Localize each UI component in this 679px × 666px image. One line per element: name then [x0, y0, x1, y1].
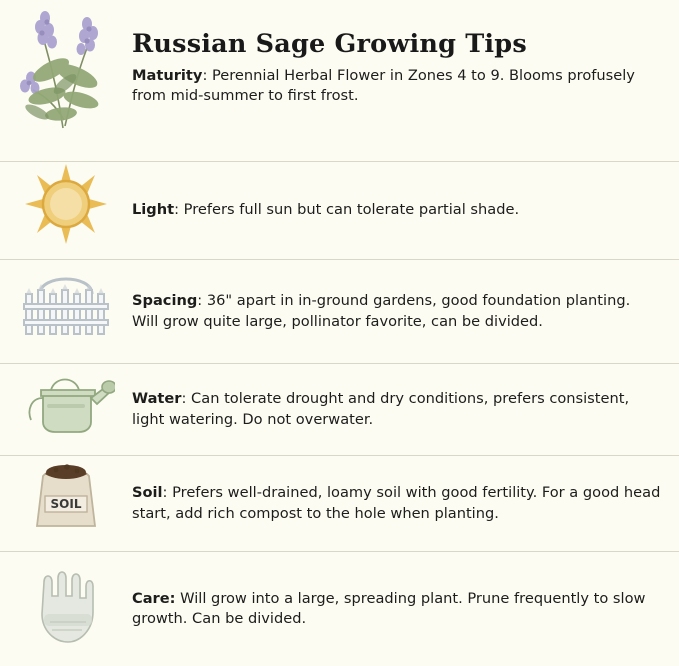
table-row	[0, 364, 679, 456]
maturity-body: Perennial Herbal Flower in Zones 4 to 9. Blooms profusely from mid-summer to first frost.	[132, 67, 635, 105]
spacing-paragraph	[132, 291, 661, 331]
maturity-separator: :	[202, 67, 208, 85]
watering-can-icon	[17, 364, 115, 442]
gardening-gloves-icon	[18, 552, 114, 652]
care-paragraph	[132, 589, 661, 629]
soil-body: Prefers well-drained, loamy soil with good fertility. For a good head start, add rich compost to the hole when planting.	[132, 484, 661, 522]
light-text-cell	[132, 162, 679, 259]
watering-can-icon-cell	[0, 364, 132, 442]
water-paragraph	[132, 389, 661, 429]
soil-bag-text: SOIL	[50, 497, 82, 511]
gardening-gloves-icon-cell	[0, 552, 132, 652]
water-body: Can tolerate drought and dry conditions, prefers consistent, light watering. Do not overwater.	[132, 390, 630, 428]
light-body: Prefers full sun but can tolerate partial shade.	[179, 201, 520, 219]
light-separator: :	[174, 201, 180, 219]
soil-separator: :	[162, 484, 168, 502]
maturity-label: Maturity	[132, 67, 203, 85]
lavender-sprig-icon-cell	[0, 0, 132, 144]
soil-text-cell	[132, 456, 679, 551]
water-text-cell	[132, 364, 679, 455]
light-label: Light	[132, 201, 175, 219]
water-label: Water	[132, 390, 182, 408]
soil-bag-icon-cell	[0, 456, 132, 538]
table-row	[0, 162, 679, 260]
care-text-cell	[132, 552, 679, 666]
care-body: Will grow into a large, spreading plant. Prune frequently to slow growth. Can be divided.	[132, 589, 646, 627]
garden-gate-fence-icon-cell	[0, 260, 132, 346]
care-label: Care:	[132, 589, 176, 607]
spacing-label: Spacing	[132, 292, 198, 310]
soil-paragraph	[132, 483, 661, 523]
table-row	[0, 456, 679, 552]
garden-gate-fence-icon	[20, 260, 112, 346]
maturity-paragraph	[132, 66, 661, 106]
spacing-body: 36" apart in in-ground gardens, good foundation planting. Will grow quite large, pollinator favorite, can be divided.	[132, 292, 631, 330]
table-row	[0, 260, 679, 364]
sun-icon-cell	[0, 162, 132, 250]
water-separator: :	[181, 390, 187, 408]
soil-bag-icon	[23, 456, 109, 538]
light-paragraph	[132, 200, 519, 220]
page-title: Russian Sage Growing Tips	[132, 29, 527, 59]
table-row	[0, 552, 679, 666]
lavender-sprig-icon	[11, 0, 121, 144]
maturity-text-cell	[132, 0, 679, 106]
spacing-separator: :	[197, 292, 203, 310]
spacing-text-cell	[132, 260, 679, 363]
soil-label: Soil	[132, 484, 163, 502]
table-row	[0, 0, 679, 162]
sun-icon	[21, 162, 111, 250]
